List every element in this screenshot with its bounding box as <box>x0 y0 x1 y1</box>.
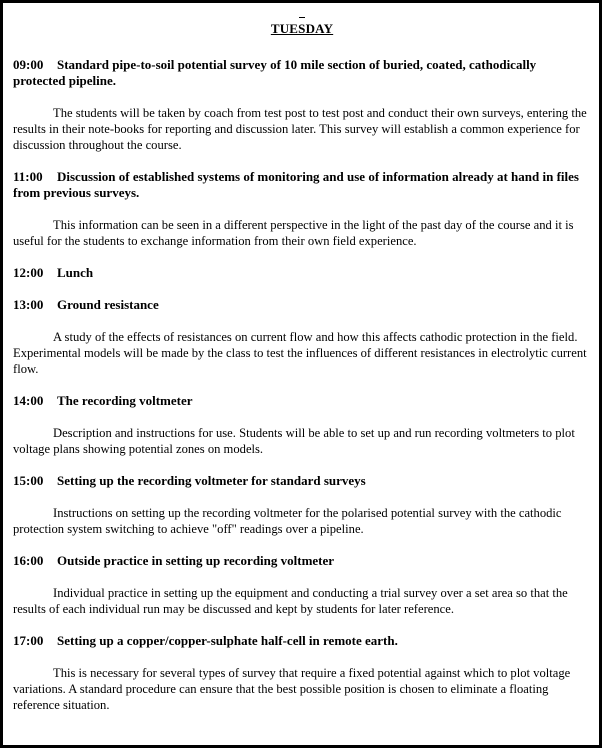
session-1300 <box>13 297 591 377</box>
session-description: Individual practice in setting up the equipment and conducting a trial survey over a set area so that the results of each individual run may be discussed and kept by students for later reference. <box>13 586 568 616</box>
top-mark <box>299 17 305 18</box>
session-title: Setting up the recording voltmeter for standard surveys <box>57 473 366 488</box>
session-time: 14:00 <box>13 393 44 408</box>
session-time: 13:00 <box>13 297 44 312</box>
session-time: 11:00 <box>13 169 43 184</box>
session-heading <box>13 169 591 201</box>
session-1100 <box>13 169 591 249</box>
session-1600 <box>13 553 591 617</box>
session-heading <box>13 553 591 569</box>
session-time: 09:00 <box>13 57 44 72</box>
session-title: Ground resistance <box>57 297 159 312</box>
session-0900 <box>13 57 591 153</box>
session-heading <box>13 265 591 281</box>
session-time: 12:00 <box>13 265 44 280</box>
session-time: 15:00 <box>13 473 44 488</box>
session-time: 17:00 <box>13 633 44 648</box>
session-title: Setting up a copper/copper-sulphate half-cell in remote earth. <box>57 633 398 648</box>
session-heading <box>13 473 591 489</box>
session-1700 <box>13 633 591 713</box>
page-title: TUESDAY <box>270 21 334 36</box>
session-title: The recording voltmeter <box>57 393 193 408</box>
session-title: Discussion of established systems of monitoring and use of information already at hand in files from previous surveys. <box>13 169 579 200</box>
session-description: This is necessary for several types of survey that require a fixed potential against which to plot voltage variations. A standard procedure can ensure that the best possible position is chosen to eliminate a floating reference situation. <box>13 666 571 712</box>
session-heading <box>13 297 591 313</box>
session-description: Instructions on setting up the recording voltmeter for the polarised potential survey with the cathodic protection system switching to achieve "off" readings over a pipeline. <box>13 506 562 536</box>
session-heading <box>13 633 591 649</box>
session-heading <box>13 57 591 89</box>
session-description: Description and instructions for use. Students will be able to set up and run recording voltmeters to plot voltage plans showing potential zones on models. <box>13 426 575 456</box>
session-1500 <box>13 473 591 537</box>
session-description: The students will be taken by coach from test post to test post and conduct their own surveys, entering the results in their note-books for reporting and discussion later. This survey will establish a common experience for discussion throughout the course. <box>13 106 587 152</box>
session-1400 <box>13 393 591 457</box>
session-description: A study of the effects of resistances on current flow and how this affects cathodic protection in the field. Experimental models will be made by the class to test the influences of different resistances in electrolytic current flow. <box>13 330 587 376</box>
session-description: This information can be seen in a different perspective in the light of the past day of the course and it is useful for the students to exchange information from their own field experience. <box>13 218 574 248</box>
session-1200 <box>13 265 591 281</box>
session-time: 16:00 <box>13 553 44 568</box>
session-title: Outside practice in setting up recording voltmeter <box>57 553 335 568</box>
session-title: Standard pipe-to-soil potential survey of 10 mile section of buried, coated, cathodically protected pipeline. <box>13 57 537 88</box>
session-title: Lunch <box>57 265 94 280</box>
session-heading <box>13 393 591 409</box>
